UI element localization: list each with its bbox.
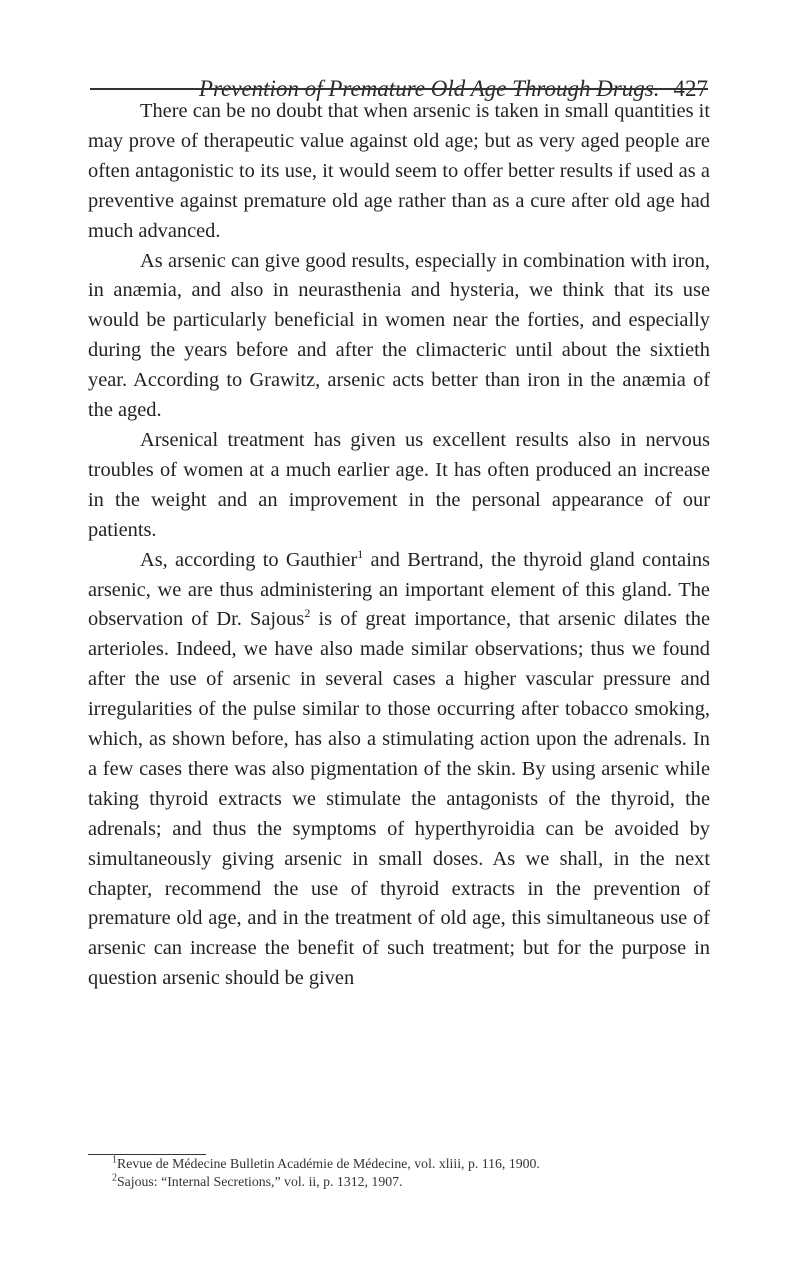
paragraph-4-part-c: is of great importance, that arsenic dilates the arterioles. Indeed, we have also made similar observations; thus we found after the use of arsenic in several cases a higher vascular pressure and irregularities of the pulse similar to those occurring after tobacco smoking, which, as shown before, has also a stimulating action upon the adrenals. In a few cases there was also pigmentation of the skin. By using arsenic while taking thyroid extracts we stimulate the antagonists of the thyroid, the adrenals; and thus the symptoms of hyperthyroidia can be avoided by simultaneously giving arsenic in small doses. As we shall, in the next chapter, recommend the use of thyroid extracts in the prevention of premature old age, and in the treatment of old age, this simultaneous use of arsenic can increase the benefit of such treatment; but for the purpose in question arsenic should be given: [88, 608, 710, 990]
footnote-1-mark: 1: [112, 1154, 117, 1166]
footnote-1-text: Revue de Médecine Bulletin Académie de Médecine, vol. xliii, p. 116, 1900.: [117, 1156, 540, 1171]
body-text: [88, 97, 710, 994]
paragraph-4: [88, 546, 710, 995]
footnote-2: [88, 1173, 710, 1191]
paragraph-4-part-b: and Bertrand, the thyroid gland contains arsenic, we are thus administering an important element of this gland. The observation of Dr. Sajous: [88, 548, 710, 631]
footnote-ref-2: 2: [304, 606, 311, 621]
running-title: Prevention of Premature Old Age Through Drugs.: [198, 76, 660, 101]
footnote-2-mark: 2: [112, 1172, 117, 1184]
paragraph-3: Arsenical treatment has given us excellent results also in nervous troubles of women at a much earlier age. It has often produced an increase in the weight and an improvement in the personal appearance of our patients.: [88, 428, 710, 541]
header-rule: [90, 88, 708, 90]
paragraph-1: There can be no doubt that when arsenic is taken in small quantities it may prove of therapeutic value against old age; but as very aged people are often antagonistic to its use, it would seem to offer better results if used as a preventive against premature old age rather than as a cure after old age had much advanced.: [88, 100, 710, 242]
paragraph-4-part-a: As, according to Gauthier: [140, 548, 358, 571]
footnote-ref-1: 1: [357, 546, 364, 561]
paragraph-2: As arsenic can give good results, especially in combination with iron, in anæmia, and also in neurasthenia and hysteria, we think that its use would be particularly beneficial in women near the forties, and especially during the years before and after the climacteric until about the sixtieth year. According to Grawitz, arsenic acts better than iron in the anæmia of the aged.: [88, 249, 710, 422]
page-number: 427: [673, 76, 708, 101]
footnote-1: [88, 1155, 710, 1173]
footnotes: [88, 1155, 710, 1191]
footnote-2-text: Sajous: “Internal Secretions,” vol. ii, p. 1312, 1907.: [117, 1174, 403, 1189]
